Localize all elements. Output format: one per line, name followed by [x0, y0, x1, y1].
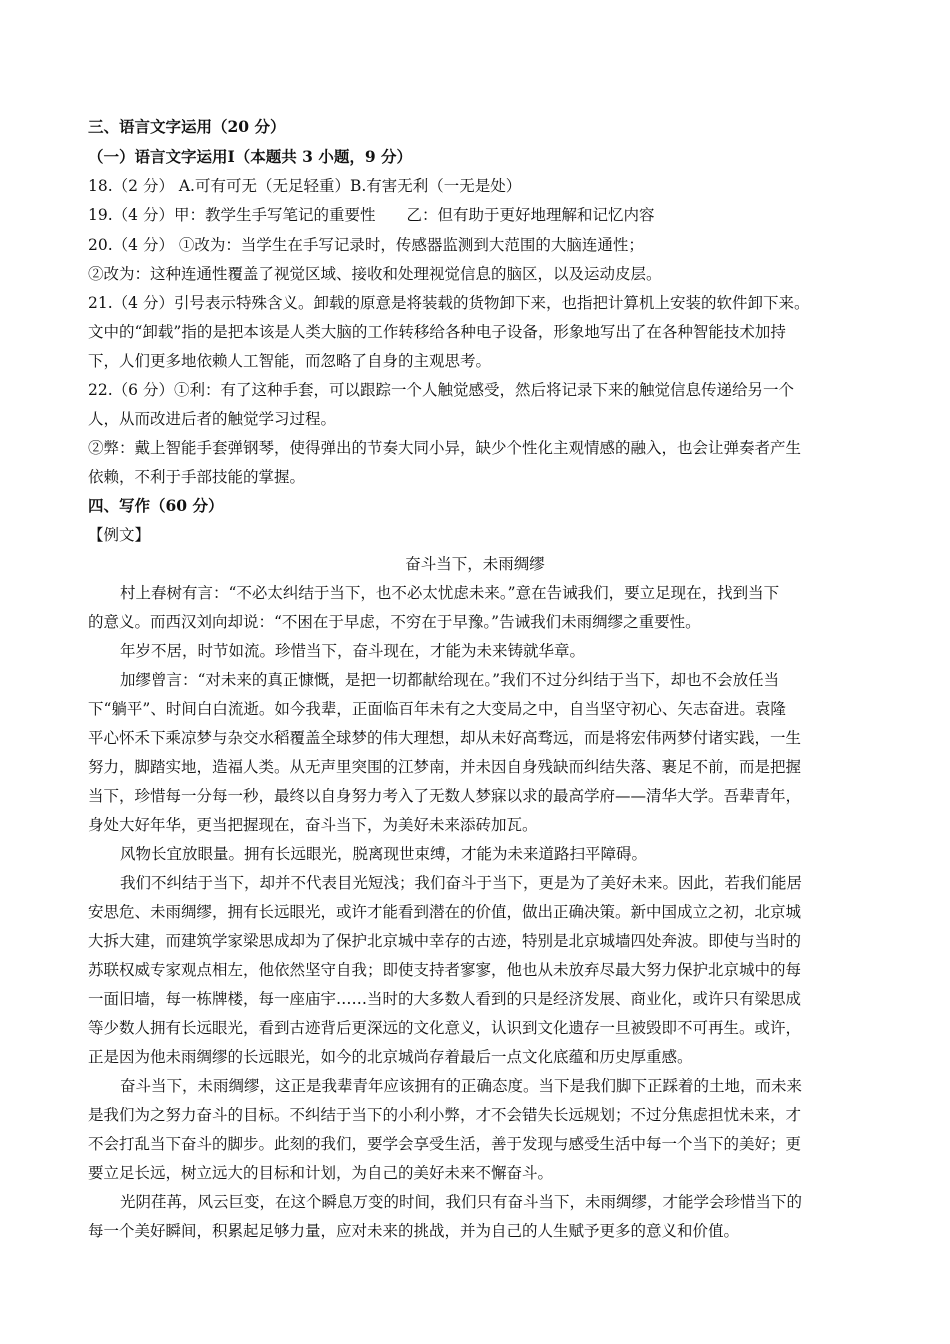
answer-line: ②弊：戴上智能手套弹钢琴，使得弹出的节奏大同小异，缺少个性化主观情感的融入，也会让弹奏者产生 — [88, 439, 802, 457]
answer-line: 人，从而改进后者的触觉学习过程。 — [88, 410, 337, 428]
answer-line: 21.（4 分）引号表示特殊含义。卸载的原意是将装载的货物卸下来，也指把计算机上安装的软件卸下来。 — [88, 294, 810, 312]
answer-line: ②改为：这种连通性覆盖了视觉区域、接收和处理视觉信息的脑区，以及运动皮层。 — [88, 265, 662, 283]
answer-line: 22.（6 分）①利：有了这种手套，可以跟踪一个人触觉感受，然后将记录下来的触觉信息传递给另一个 — [88, 381, 794, 399]
essay-line: 安思危、未雨绸缪，拥有长远眼光，或许才能看到潜在的价值，做出正确决策。新中国成立之初，北京城 — [88, 903, 802, 921]
essay-line: 等少数人拥有长远眼光，看到古迹背后更深远的文化意义，认识到文化遗存一旦被毁即不可再生。或许， — [88, 1019, 802, 1037]
essay-line: 是我们为之努力奋斗的目标。不纠结于当下的小利小弊，才不会错失长远规划；不过分焦虑担忧未来，才 — [88, 1106, 802, 1124]
essay-line: 一面旧墙，每一栋牌楼，每一座庙宇……当时的大多数人看到的只是经济发展、商业化，或许只有梁思成 — [88, 990, 802, 1008]
essay-line: 年岁不居，时节如流。珍惜当下，奋斗现在，才能为未来铸就华章。 — [120, 642, 586, 660]
answer-line: 文中的“卸载”指的是把本该是人类大脑的工作转移给各种电子设备，形象地写出了在各种智能技术加持 — [88, 323, 786, 341]
essay-line: 要立足长远，树立远大的目标和计划，为自己的美好未来不懈奋斗。 — [88, 1164, 554, 1182]
essay-line: 村上春树有言：“不必太纠结于当下，也不必太忧虑未来。”意在告诫我们，要立足现在，找到当下 — [120, 584, 780, 602]
essay-line: 不会打乱当下奋斗的脚步。此刻的我们，要学会享受生活，善于发现与感受生活中每一个当下的美好；更 — [88, 1135, 802, 1153]
subsection-title: （一）语言文字运用Ⅰ（本题共 3 小题，9 分） — [88, 147, 413, 166]
essay-line: 加缪曾言：“对未来的真正慷慨，是把一切都献给现在。”我们不过分纠结于当下，却也不会放任当 — [120, 671, 780, 689]
essay-line: 下“躺平”、时间白白流逝。如今我辈，正面临百年未有之大变局之中，自当坚守初心、矢志奋进。袁隆 — [88, 700, 786, 718]
essay-line: 每一个美好瞬间，积累起足够力量，应对未来的挑战，并为自己的人生赋予更多的意义和价值。 — [88, 1222, 740, 1240]
section-three-title: 三、语言文字运用（20 分） — [88, 117, 286, 136]
essay-line: 正是因为他未雨绸缪的长远眼光，如今的北京城尚存着最后一点文化底蕴和历史厚重感。 — [88, 1048, 693, 1066]
essay-line: 的意义。而西汉刘向却说：“不困在于早虑，不穷在于早豫。”告诫我们未雨绸缪之重要性。 — [88, 613, 701, 631]
answer-line: 19.（4 分）甲：教学生手写笔记的重要性 乙：但有助于更好地理解和记忆内容 — [88, 206, 655, 224]
essay-line: 我们不纠结于当下，却并不代表目光短浅；我们奋斗于当下，更是为了美好未来。因此，若我们能居 — [120, 874, 803, 892]
essay-line: 苏联权威专家观点相左，他依然坚守自我；即使支持者寥寥，他也从未放弃尽最大努力保护北京城中的每 — [88, 961, 802, 979]
essay-line: 当下，珍惜每一分每一秒，最终以自身努力考入了无数人梦寐以求的最高学府——清华大学。吾辈青年， — [88, 787, 802, 805]
essay-line: 身处大好年华，更当把握现在，奋斗当下，为美好未来添砖加瓦。 — [88, 816, 538, 834]
section-four-title: 四、写作（60 分） — [88, 496, 224, 515]
example-label: 【例文】 — [88, 526, 151, 544]
essay-line: 风物长宜放眼量。拥有长远眼光，脱离现世束缚，才能为未来道路扫平障碍。 — [120, 845, 648, 863]
essay-line: 努力，脚踏实地，造福人类。从无声里突围的江梦南，并未因自身残缺而纠结失落、裹足不前，而是把握 — [88, 758, 802, 776]
answer-line: 下，人们更多地依赖人工智能，而忽略了自身的主观思考。 — [88, 352, 492, 370]
essay-line: 平心怀禾下乘凉梦与杂交水稻覆盖全球梦的伟大理想，却从未好高骛远，而是将宏伟两梦付诸实践，一生 — [88, 729, 802, 747]
answer-line: 20.（4 分） ①改为：当学生在手写记录时，传感器监测到大范围的大脑连通性； — [88, 236, 644, 254]
essay-line: 奋斗当下，未雨绸缪，这正是我辈青年应该拥有的正确态度。当下是我们脚下正踩着的土地，而未来 — [120, 1077, 803, 1095]
answer-line: 18.（2 分） A.可有可无（无足轻重）B.有害无利（一无是处） — [88, 177, 522, 195]
essay-line: 光阴荏苒，风云巨变，在这个瞬息万变的时间，我们只有奋斗当下，未雨绸缪，才能学会珍惜当下的 — [120, 1193, 803, 1211]
answer-line: 依赖，不利于手部技能的掌握。 — [88, 468, 306, 486]
essay-line: 大拆大建，而建筑学家梁思成却为了保护北京城中幸存的古迹，特别是北京城墙四处奔波。即使与当时的 — [88, 932, 802, 950]
essay-title: 奋斗当下，未雨绸缪 — [405, 555, 545, 573]
